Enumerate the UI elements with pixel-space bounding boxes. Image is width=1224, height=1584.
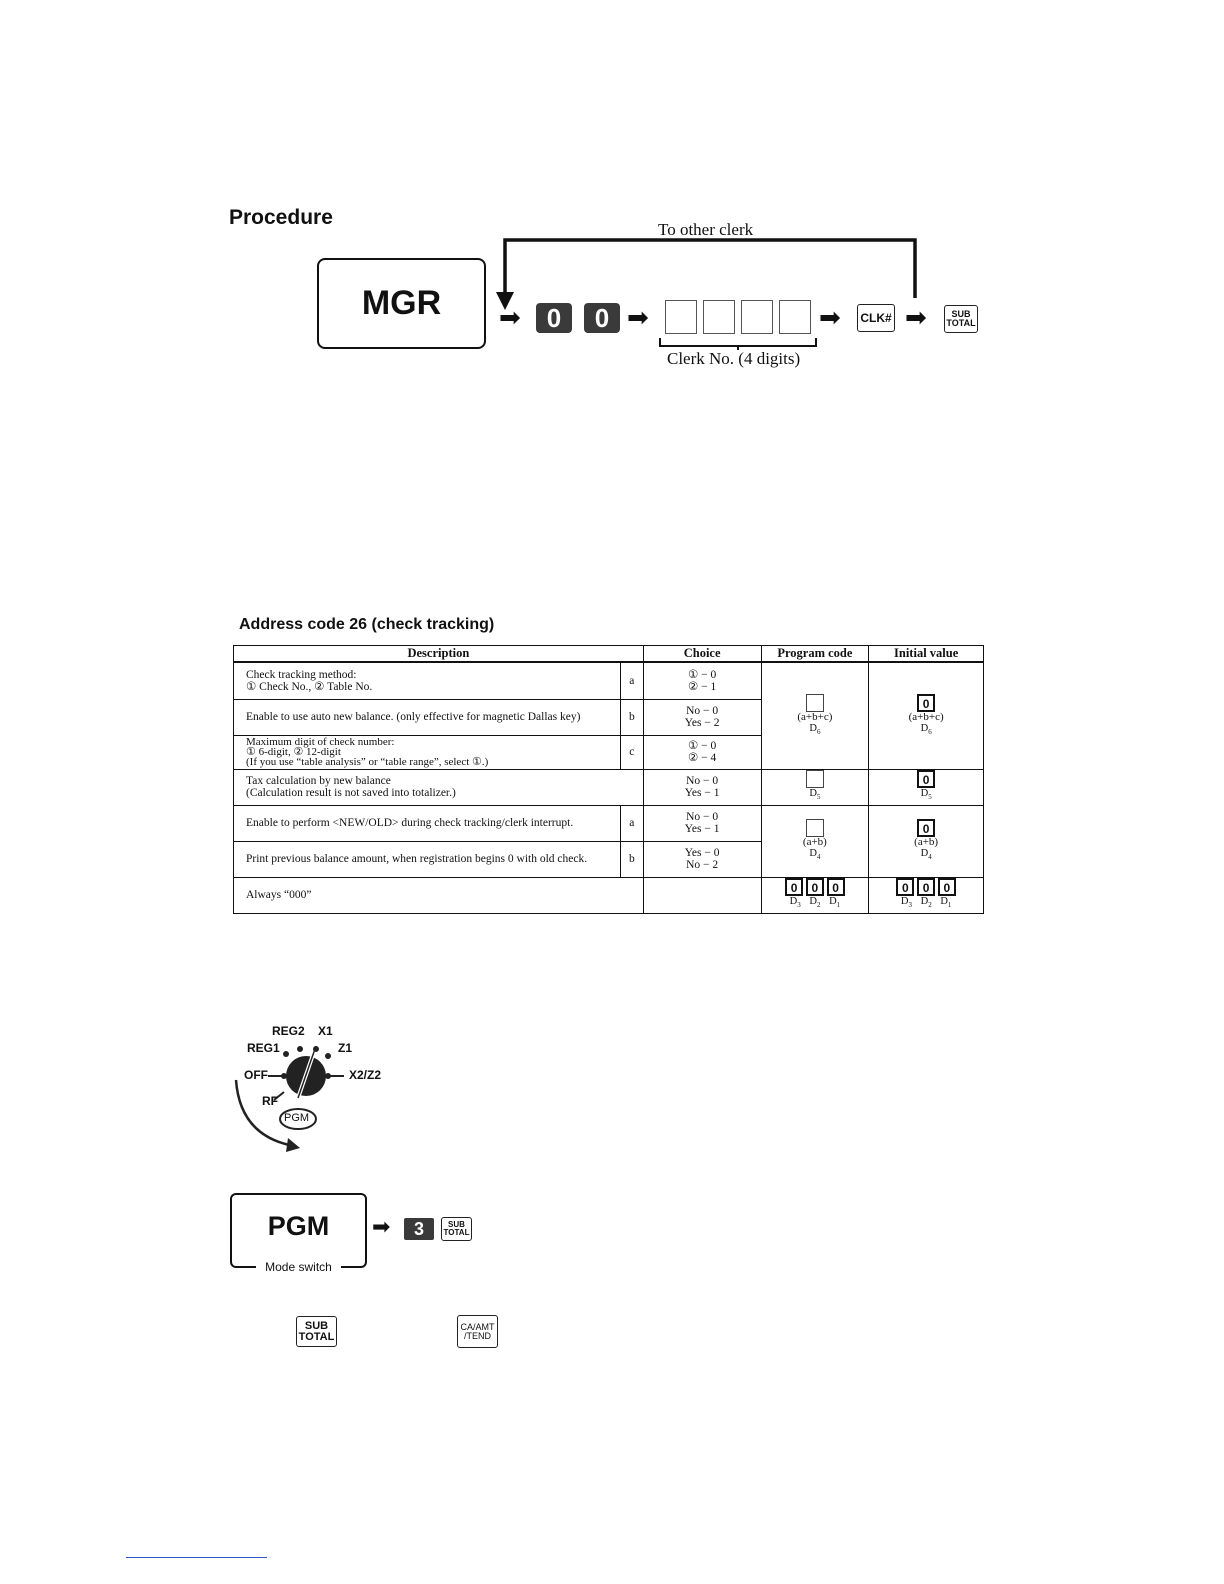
row-sub: c <box>620 735 643 769</box>
loop-label: To other clerk <box>658 220 754 239</box>
arrow-right-icon: ➡ <box>627 303 649 333</box>
row-choice: No − 0 Yes − 2 <box>643 699 761 735</box>
row-choice-empty <box>643 877 761 913</box>
row-choice: ① − 0 ② − 1 <box>643 662 761 699</box>
mode-pgm-label: PGM <box>284 1112 310 1124</box>
clerk-bracket <box>658 336 818 350</box>
program-code-d5: $D_5$ <box>761 769 869 805</box>
row-choice: Yes − 0 No − 2 <box>643 841 761 877</box>
program-code-box <box>806 770 824 788</box>
header-choice: Choice <box>643 646 761 663</box>
program-code-d4: (a+b) $D_4$ <box>761 805 869 877</box>
initial-value-d6: 0 (a+b+c) $D_6$ <box>869 662 984 769</box>
header-initial-value: Initial value <box>869 646 984 663</box>
clerk-digit-box <box>665 300 697 334</box>
row-description: Print previous balance amount, when registration begins 0 with old check. <box>234 841 621 877</box>
initial-value-d3d2d1: 0 0 0 $D_3$ $D_2$ $D_1$ <box>869 877 984 913</box>
initial-value-d4: 0 (a+b) $D_4$ <box>869 805 984 877</box>
mode-switch-dial-icon <box>228 1040 398 1155</box>
pgm-label: PGM <box>267 1211 330 1241</box>
procedure-heading: Procedure <box>229 206 333 229</box>
row-description: Check tracking method: ① Check No., ② Table No. <box>234 662 621 699</box>
row-sub: a <box>620 805 643 841</box>
key-0: 0 <box>584 303 620 333</box>
row-sub: b <box>620 699 643 735</box>
table-row <box>234 877 984 913</box>
initial-value-d5: 0 $D_5$ <box>869 769 984 805</box>
mode-off-label: OFF <box>244 1068 268 1082</box>
mode-x2z2-label: X2/Z2 <box>349 1068 382 1082</box>
table-heading: Address code 26 (check tracking) <box>239 616 495 633</box>
mode-z1-label: Z1 <box>338 1041 353 1055</box>
arrow-right-icon: ➡ <box>819 303 841 333</box>
clerk-no-label: Clerk No. (4 digits) <box>667 349 801 368</box>
clerk-digit-box <box>703 300 735 334</box>
mgr-mode-box <box>317 258 486 349</box>
row-description: Maximum digit of check number: ① 6-digit, ② 12-digit (If you use “table analysis” or “table range”, select ①.) <box>234 735 621 769</box>
program-code-box <box>806 819 824 837</box>
clerk-digit-box <box>741 300 773 334</box>
key-0: 0 <box>536 303 572 333</box>
arrow-right-icon: ➡ <box>499 303 521 333</box>
address-code-table <box>233 645 984 914</box>
row-description: Enable to perform <NEW/OLD> during check tracking/clerk interrupt. <box>234 805 621 841</box>
pgm-mode-box <box>230 1193 367 1274</box>
header-description: Description <box>234 646 644 663</box>
row-description: Always “000” <box>234 877 644 913</box>
mode-x1-label: X1 <box>318 1024 333 1038</box>
mgr-label: MGR <box>361 284 442 322</box>
mode-reg2-label: REG2 <box>272 1024 305 1038</box>
arrow-right-icon: ➡ <box>905 303 927 333</box>
mode-switch-caption: Mode switch <box>256 1260 341 1274</box>
footnote-rule <box>126 1557 267 1558</box>
clerk-digit-box <box>779 300 811 334</box>
subtotal-key: SUB TOTAL <box>296 1316 337 1347</box>
table-row <box>234 805 984 841</box>
subtotal-key: SUB TOTAL <box>944 305 978 333</box>
ca-amt-tend-key: CA/AMT /TEND <box>457 1315 498 1348</box>
mode-reg1-label: REG1 <box>247 1041 280 1055</box>
table-row <box>234 662 984 699</box>
row-choice: ① − 0 ② − 4 <box>643 735 761 769</box>
subtotal-key: SUB TOTAL <box>441 1217 472 1241</box>
program-code-d6: (a+b+c) $D_6$ <box>761 662 869 769</box>
mode-rf-label: RF <box>262 1094 278 1108</box>
row-description: Tax calculation by new balance (Calculation result is not saved into totalizer.) <box>234 769 644 805</box>
key-3: 3 <box>404 1218 434 1240</box>
row-choice: No − 0 Yes − 1 <box>643 769 761 805</box>
table-header-row <box>234 646 984 663</box>
row-choice: No − 0 Yes − 1 <box>643 805 761 841</box>
row-sub: b <box>620 841 643 877</box>
header-program-code: Program code <box>761 646 869 663</box>
program-code-box <box>806 694 824 712</box>
arrow-right-icon: ➡ <box>372 1215 391 1240</box>
clk-key: CLK# <box>857 304 895 332</box>
row-description: Enable to use auto new balance. (only effective for magnetic Dallas key) <box>234 699 621 735</box>
program-code-d3d2d1: 0 0 0 $D_3$ $D_2$ $D_1$ <box>761 877 869 913</box>
table-row <box>234 769 984 805</box>
row-sub: a <box>620 662 643 699</box>
